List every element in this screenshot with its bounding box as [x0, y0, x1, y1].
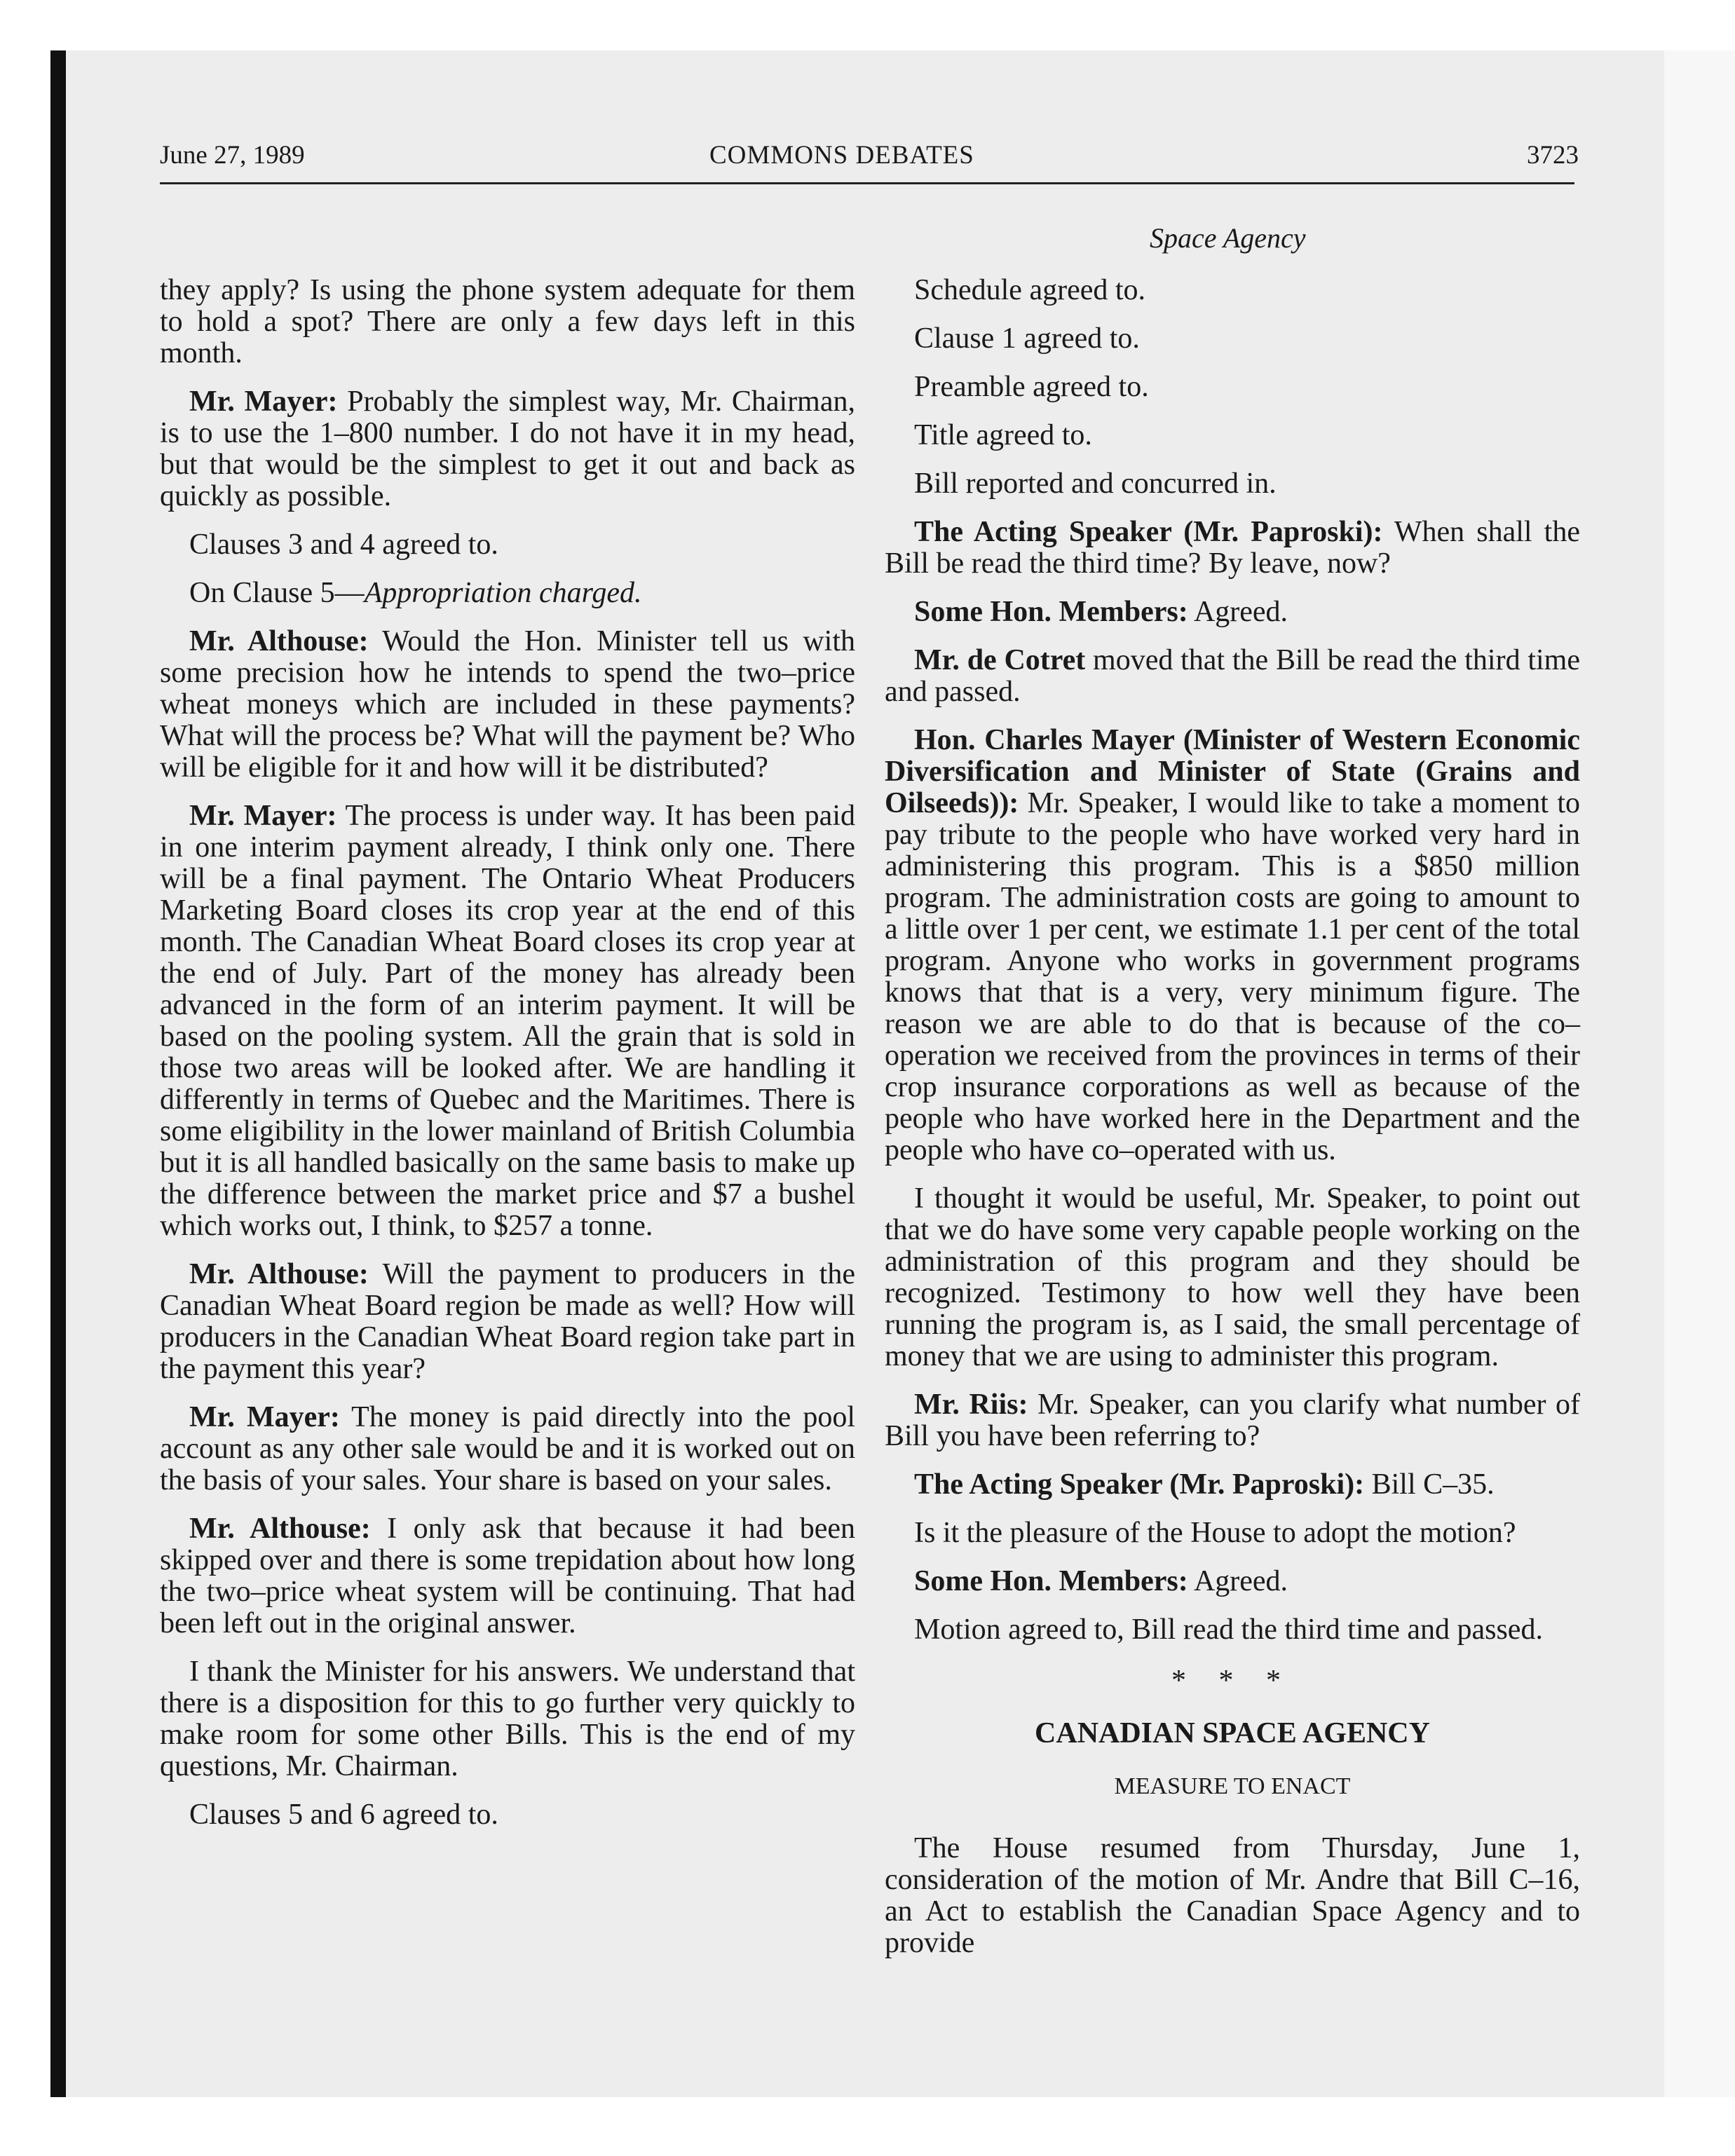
header-rule: [160, 182, 1574, 184]
paragraph: they apply? Is using the phone system adequate for them to hold a spot? There are only a few days left in this month.: [160, 274, 855, 369]
clause-title: Appropriation charged.: [364, 577, 642, 609]
speaker-name: Some Hon. Members:: [914, 596, 1188, 628]
speaker-name: Mr. de Cotret: [914, 644, 1086, 676]
speech: [160, 626, 855, 784]
speech: [885, 517, 1580, 580]
speaker-name: Mr. Mayer:: [189, 1401, 340, 1433]
speaker-name: Mr. Althouse:: [189, 625, 369, 657]
right-column: [885, 275, 1580, 1976]
speech: [885, 596, 1580, 628]
section-divider: * * *: [1171, 1665, 1293, 1697]
speech-text: moved that the Bill be read the third time and passed.: [885, 644, 1580, 708]
paragraph: I thought it would be useful, Mr. Speaker, to point out that we do have some very capable people working on the administration of this program and they should be recognized. Testimony to how well they have been running the program is, as I said, the small percentage of money that we are using to administer this program.: [885, 1182, 1580, 1372]
speaker-name: Mr. Riis:: [914, 1389, 1028, 1421]
speaker-name: Mr. Mayer:: [189, 800, 337, 832]
page-number: 3723: [1527, 141, 1579, 170]
speech: [885, 645, 1580, 708]
section-heading: CANADIAN SPACE AGENCY: [1035, 1717, 1430, 1749]
speech: [160, 1402, 855, 1496]
speech-text: Would the Hon. Minister tell us with some precision how he intends to spend the two–price wheat moneys which are included in these payments? What will the process be? What will the payment be? Who will be eligible for it and how will it be distributed?: [160, 625, 855, 784]
speech-text: Agreed.: [1188, 596, 1288, 628]
speech-text: When shall the Bill be read the third time? By leave, now?: [885, 516, 1580, 580]
header-date: June 27, 1989: [160, 141, 305, 170]
paragraph: Title agreed to.: [914, 419, 1092, 451]
speech: [885, 1469, 1580, 1501]
speaker-name: The Acting Speaker (Mr. Paproski):: [914, 516, 1383, 548]
paragraph: The House resumed from Thursday, June 1, consideration of the motion of Mr. Andre that Bill C–16, an Act to establish the Canadian Space Agency and to provide: [885, 1832, 1580, 1959]
speech: [885, 1566, 1580, 1597]
speaker-name: Hon. Charles Mayer (Minister of Western Economic Diversification and Minister of State (Grains and Oilseeds)):: [885, 724, 1580, 819]
paragraph: Bill reported and concurred in.: [914, 468, 1277, 500]
speech: [885, 725, 1580, 1166]
paragraph: Is it the pleasure of the House to adopt the motion?: [914, 1517, 1516, 1549]
paragraph: Clause 1 agreed to.: [914, 322, 1140, 355]
left-column: [160, 275, 855, 1848]
speech-text: I only ask that because it had been skipped over and there is some trepidation about how long the two–price wheat system will be continuing. That had been left out in the original answer.: [160, 1513, 856, 1639]
clause-prefix: On Clause 5—: [189, 577, 365, 609]
speaker-name: Mr. Althouse:: [189, 1513, 371, 1545]
speech: [160, 1259, 855, 1385]
speech-text: Agreed.: [1188, 1565, 1288, 1597]
speech: [160, 386, 855, 512]
speech-text: The money is paid directly into the pool account as any other sale would be and it is worked out on the basis of your sales. Your share is based on your sales.: [160, 1401, 855, 1496]
paragraph: I thank the Minister for his answers. We understand that there is a disposition for this to go further very quickly to make room for some other Bills. This is the end of my questions, Mr. Chairman.: [160, 1656, 855, 1782]
speech-text: Mr. Speaker, can you clarify what number of Bill you have been referring to?: [885, 1389, 1580, 1452]
paragraph: Motion agreed to, Bill read the third time and passed.: [914, 1613, 1543, 1646]
speech-text: Will the payment to producers in the Canadian Wheat Board region be made as well? How will producers in the Canadian Wheat Board region take part in the payment this year?: [160, 1258, 855, 1385]
header-title: COMMONS DEBATES: [709, 141, 974, 170]
speech-text: The process is under way. It has been paid in one interim payment already, I think only one. There will be a final payment. The Ontario Wheat Producers Marketing Board closes its crop year at the end of this month. The Canadian Wheat Board closes its crop year at the end of July. Part of the money has already been advanced in the form of an interim payment. It will be based on the pooling system. All the grain that is sold in those two areas will be looked after. We are handling it differently in terms of Quebec and the Maritimes. There is some eligibility in the lower mainland of British Columbia but it is all handled basically on the same basis to make up the difference between the market price and $7 a bushel which works out, I think, to $257 a tonne.: [160, 800, 855, 1242]
speech: [160, 800, 855, 1242]
speech-text: Probably the simplest way, Mr. Chairman, is to use the 1–800 number. I do not have it in my head, but that would be the simplest to get it out and back as quickly as possible.: [160, 386, 855, 512]
paragraph: Clauses 3 and 4 agreed to.: [189, 528, 498, 561]
speaker-name: Mr. Mayer:: [189, 386, 338, 418]
paragraph: Clauses 5 and 6 agreed to.: [189, 1799, 498, 1831]
speech-text: Mr. Speaker, I would like to take a moment to pay tribute to the people who have worked very hard in administering this program. This is a $850 million program. The administration costs are going to amount to a little over 1 per cent, we estimate 1.1 per cent of the total program. Anyone who works in government programs knows that that is a very, very minimum figure. The reason we are able to do that is because of the co–operation we received from the provinces in terms of their crop insurance corporations as well as because of the people who have worked here in the Department and the people who have co–operated with us.: [885, 787, 1580, 1166]
speech: [160, 1513, 855, 1639]
paragraph: Preamble agreed to.: [914, 371, 1149, 403]
clause-heading: [160, 578, 855, 609]
paragraph: Schedule agreed to.: [914, 274, 1146, 306]
section-subheading: MEASURE TO ENACT: [1114, 1773, 1351, 1799]
scan-edge: [50, 50, 66, 2097]
speaker-name: Some Hon. Members:: [914, 1565, 1188, 1597]
speaker-name: Mr. Althouse:: [189, 1258, 369, 1290]
running-subject: Space Agency: [1150, 222, 1306, 254]
speech: [885, 1389, 1580, 1452]
page-margin: [1664, 50, 1735, 2097]
speaker-name: The Acting Speaker (Mr. Paproski):: [914, 1468, 1365, 1501]
speech-text: Bill C–35.: [1364, 1468, 1495, 1501]
